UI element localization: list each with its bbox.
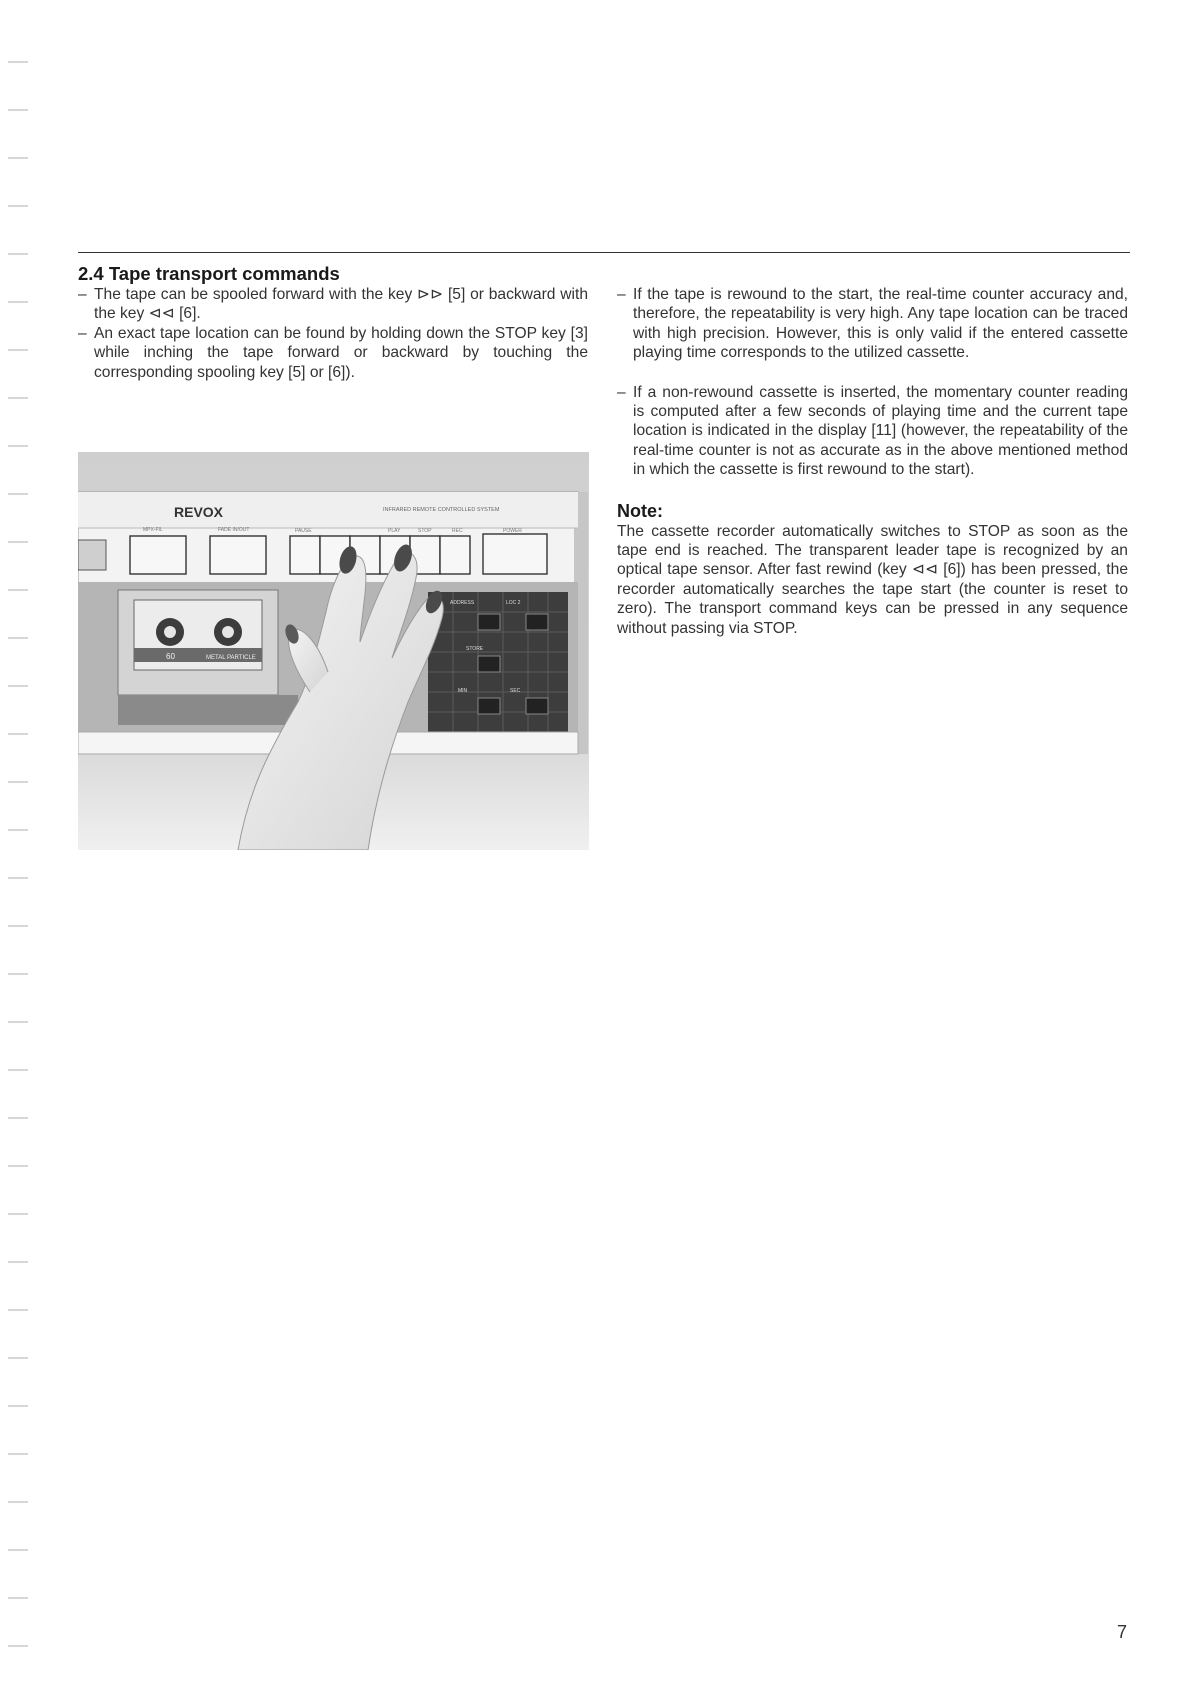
cassette-label: 60: [166, 652, 175, 661]
list-dash: –: [617, 383, 626, 401]
right-column: [617, 285, 1128, 638]
list-dash: –: [617, 286, 626, 303]
note-heading: Note:: [617, 500, 663, 521]
label-mpx: MPX-FIL: [143, 527, 163, 533]
label-play: PLAY: [388, 528, 401, 534]
list-item-text: If the tape is rewound to the start, the real-time counter accuracy and, therefore, the repeatability is very high. Any tape location can be traced with high precision. However, this is only valid if the entered cassette playing time corresponds to the utilized cassette.: [633, 286, 1128, 362]
label-rec: REC: [452, 528, 463, 534]
list-item-text: The tape can be spooled forward with the key ⊳⊳ [5] or backward with the key ⊲⊲ [6].: [94, 286, 588, 323]
label-min: MIN: [458, 688, 468, 694]
label-store: STORE: [466, 646, 484, 652]
cassette-deck-photo: [78, 452, 589, 850]
cassette-type: METAL PARTICLE: [206, 655, 256, 661]
section-rule: [78, 252, 1130, 253]
label-pause: PAUSE: [295, 528, 312, 534]
margin-tick-marks: [6, 0, 30, 1683]
list-dash: –: [78, 286, 87, 303]
label-loc: LOC 2: [506, 600, 521, 606]
list-item-text: An exact tape location can be found by holding down the STOP key [3] while inching the tape forward or backward by touching the corresponding spooling key [5] or [6]).: [94, 324, 588, 381]
section-heading: 2.4 Tape transport commands: [78, 263, 340, 284]
list-item: [78, 285, 588, 324]
label-stop: STOP: [418, 528, 432, 534]
note-text: The cassette recorder automatically switches to STOP as soon as the tape end is reached. The transparent leader tape is recognized by an optical tape sensor. After fast rewind (key ⊲⊲ [6]) has been pressed, the recorder automatically searches the tape start (the counter is reset to zero). The transport command keys can be pressed in any sequence without passing via STOP.: [617, 522, 1128, 637]
label-power: POWER: [503, 528, 522, 534]
brand-logo: REVOX: [174, 504, 224, 520]
list-dash: –: [78, 324, 87, 342]
list-item: [78, 324, 588, 382]
label-address: ADDRESS: [450, 600, 475, 606]
label-sec: SEC: [510, 688, 521, 694]
panel-caption: INFRARED REMOTE CONTROLLED SYSTEM: [383, 507, 500, 513]
left-column: [78, 285, 588, 382]
list-item: [617, 285, 1128, 363]
page-number: 7: [1117, 1622, 1128, 1642]
list-item: [617, 383, 1128, 480]
label-fade: FADE IN/OUT: [218, 527, 250, 533]
list-item-text: If a non-rewound cassette is inserted, the momentary counter reading is computed after a few seconds of playing time and the current tape location is indicated in the display [11] (however, the repeatability of the real-time counter is not as accurate as in the above mentioned method in which the cassette is first rewound to the start).: [633, 383, 1128, 479]
